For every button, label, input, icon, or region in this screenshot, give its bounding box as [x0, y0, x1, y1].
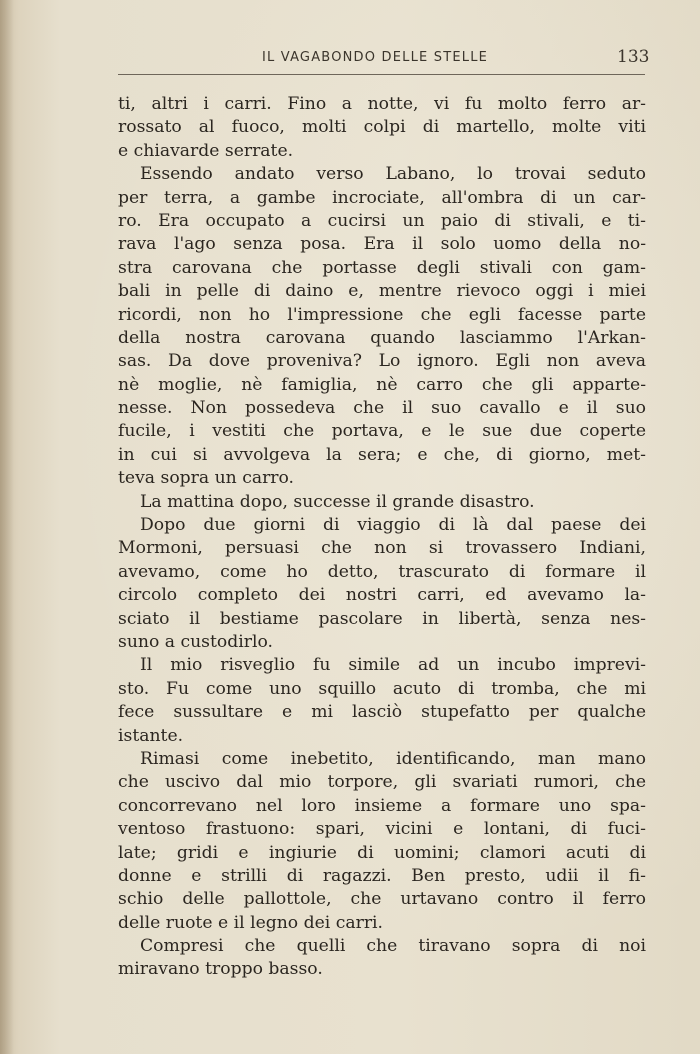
- text-line: Mormoni, persuasi che non si trovassero Indiani,: [118, 538, 646, 559]
- text-line: late; gridi e ingiurie di uomini; clamori acuti di: [118, 842, 646, 863]
- text-line: ti, altri i carri. Fino a notte, vi fu molto ferro ar-: [118, 94, 646, 114]
- text-line: e chiavarde serrate.: [118, 140, 294, 161]
- text-line: stra carovana che portasse degli stivali con gam-: [118, 257, 646, 278]
- text-line: rava l'ago senza posa. Era il solo uomo della no-: [118, 234, 646, 255]
- text-line: nesse. Non possedeva che il suo cavallo e il suo: [118, 398, 646, 419]
- text-line: ricordi, non ho l'impressione che egli facesse parte: [118, 304, 646, 325]
- text-line: nè moglie, nè famiglia, nè carro che gli apparte-: [118, 374, 646, 395]
- text-line: schio delle pallottole, che urtavano contro il ferro: [118, 889, 646, 910]
- text-line: ro. Era occupato a cucirsi un paio di stivali, e ti-: [118, 210, 646, 231]
- text-line: Essendo andato verso Labano, lo trovai seduto: [140, 164, 646, 185]
- text-line: miravano troppo basso.: [118, 959, 323, 980]
- text-line: suno a custodirlo.: [118, 631, 273, 652]
- text-line: Il mio risveglio fu simile ad un incubo imprevi-: [140, 655, 646, 676]
- text-line: concorrevano nel loro insieme a formare uno spa-: [118, 795, 646, 816]
- text-line: La mattina dopo, successe il grande disastro.: [140, 491, 535, 512]
- text-line: bali in pelle di daino e, mentre rievoco oggi i miei: [118, 281, 646, 302]
- running-head: [0, 46, 700, 72]
- text-line: Compresi che quelli che tiravano sopra di noi: [140, 936, 646, 957]
- text-line: teva sopra un carro.: [118, 468, 295, 489]
- running-title: IL VAGABONDO DELLE STELLE: [262, 50, 489, 65]
- text-line: istante.: [118, 725, 184, 746]
- text-line: circolo completo dei nostri carri, ed avevamo la-: [118, 585, 646, 606]
- text-line: in cui si avvolgeva la sera; e che, di giorno, met-: [118, 444, 646, 465]
- text-line: ventoso frastuono: spari, vicini e lontani, di fuci-: [118, 819, 646, 840]
- text-line: sciato il bestiame pascolare in libertà, senza nes-: [118, 608, 646, 629]
- text-line: sto. Fu come uno squillo acuto di tromba, che mi: [118, 678, 646, 699]
- spine-shadow: [0, 0, 14, 1054]
- text-line: sas. Da dove proveniva? Lo ignoro. Egli non aveva: [118, 351, 646, 372]
- text-line: Dopo due giorni di viaggio di là dal paese dei: [140, 515, 646, 536]
- text-line: della nostra carovana quando lasciammo l'Arkan-: [118, 327, 646, 348]
- text-line: per terra, a gambe incrociate, all'ombra di un car-: [118, 187, 646, 208]
- text-line: avevamo, come ho detto, trascurato di formare il: [118, 561, 646, 582]
- text-line: fucile, i vestiti che portava, e le sue due coperte: [118, 421, 646, 442]
- text-line: che uscivo dal mio torpore, gli svariati rumori, che: [118, 772, 646, 793]
- text-line: donne e strilli di ragazzi. Ben presto, udii il fi-: [118, 865, 646, 886]
- text-line: Rimasi come inebetito, identificando, man mano: [140, 748, 646, 769]
- header-rule: [118, 74, 645, 75]
- text-line: delle ruote e il legno dei carri.: [118, 912, 384, 933]
- page-number: 133: [617, 47, 650, 67]
- text-line: fece sussultare e mi lasciò stupefatto per qualche: [118, 702, 646, 723]
- text-line: rossato al fuoco, molti colpi di martello, molte viti: [118, 117, 646, 138]
- body-text: [118, 93, 646, 982]
